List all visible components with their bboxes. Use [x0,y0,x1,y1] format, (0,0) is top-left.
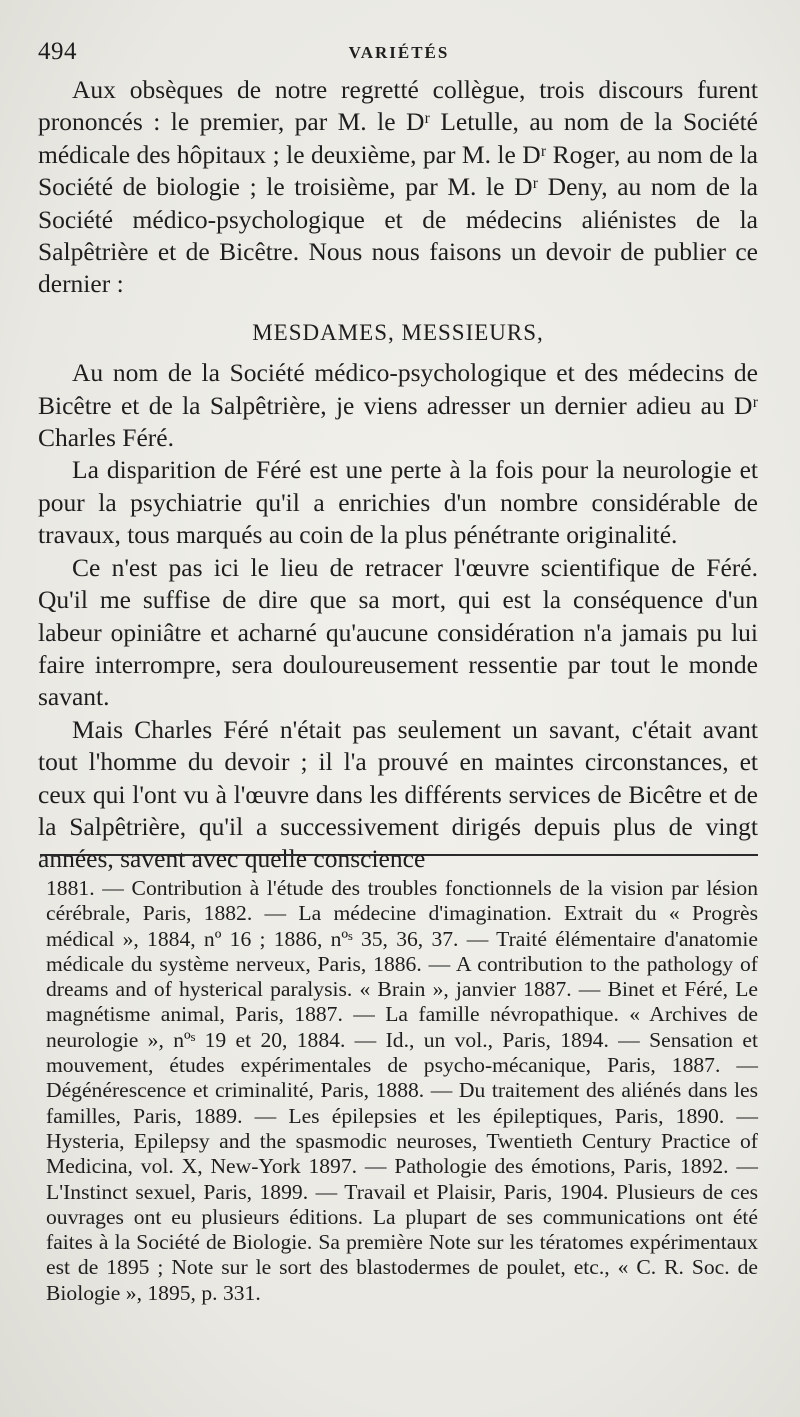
running-title: VARIÉTÉS [348,43,450,62]
running-head [38,34,760,70]
page-number: 494 [38,38,77,65]
body-text [38,74,758,876]
salutation: MESDAMES, MESSIEURS, [252,319,544,345]
footnote-text: 1881. — Contribution à l'étude des troubles fonctionnels de la vision par lésion cérébrale, Paris, 1882. — La médecine d'imagination. Extrait du « Progrès médical », 1884, nº 16 ; 1886, nºˢ 35, 36, 37. — Traité élémentaire d'anatomie médicale du système nerveux, Paris, 1886. — A contribution to the pathology of dreams and of hysterical paralysis. « Brain », janvier 1887. — Binet et Féré, Le magnétisme animal, Paris, 1887. — La famille névropathique. « Archives de neurologie », nºˢ 19 et 20, 1884. — Id., un vol., Paris, 1894. — Sensation et mouvement, études expérimentales de psycho-mécanique, Paris, 1887. — Dégénérescence et criminalité, Paris, 1888. — Du traitement des aliénés dans les familles, Paris, 1889. — Les épilepsies et les épileptiques, Paris, 1890. — Hysteria, Epilepsy and the spasmodic neuroses, Twentieth Century Practice of Medicina, vol. X, New-York 1897. — Pathologie des émotions, Paris, 1892. — L'Instinct sexuel, Paris, 1899. — Travail et Plaisir, Paris, 1904. Plusieurs de ces ouvrages ont eu plusieurs éditions. La plupart de ses communications ont été faites à la Société de Biologie. Sa première Note sur les tératomes expérimentaux est de 1895 ; Note sur le sort des blastodermes de poulet, etc., « C. R. Soc. de Biologie », 1895, p. 331. [46,876,758,1305]
paragraph-adieu: Au nom de la Société médico-psychologique et des médecins de Bicêtre et de la Salpêtrière, je viens adresser un dernier adieu au Dʳ Charles Féré. [38,358,758,453]
paragraph-loss: La disparition de Féré est une perte à la fois pour la neurologie et pour la psychiatrie qu'il a enrichies d'un nombre considérable de travaux, tous marqués au coin de la plus pénétrante originalité. [38,455,758,550]
footnote-rule [40,854,758,856]
footnote [46,876,758,1306]
paragraph-duty: Mais Charles Féré n'était pas seulement un savant, c'était avant tout l'homme du devoir ; il l'a prouvé en maintes circonstances, et ceux qui l'ont vu à l'œuvre dans les différents services de Bicêtre et de la Salpêtrière, qu'il a successivement dirigés depuis plus de vingt années, savent avec quelle conscience [38,714,758,874]
paragraph-work: Ce n'est pas ici le lieu de retracer l'œuvre scientifique de Féré. Qu'il me suffise de dire que sa mort, qui est la conséquence d'un labeur opiniâtre et acharné qu'aucune considération n'a jamais pu lui faire interrompre, sera douloureusement ressentie par tout le monde savant. [38,552,758,712]
paragraph-intro: Aux obsèques de notre regretté collègue, trois discours furent prononcés : le premier, par M. le Dʳ Letulle, au nom de la Société médicale des hôpitaux ; le deuxième, par M. le Dʳ Roger, au nom de la Société de biologie ; le troisième, par M. le Dʳ Deny, au nom de la Société médico-psychologique et de médecins aliénistes de la Salpêtrière et de Bicêtre. Nous nous faisons un devoir de publier ce dernier : [38,75,758,299]
